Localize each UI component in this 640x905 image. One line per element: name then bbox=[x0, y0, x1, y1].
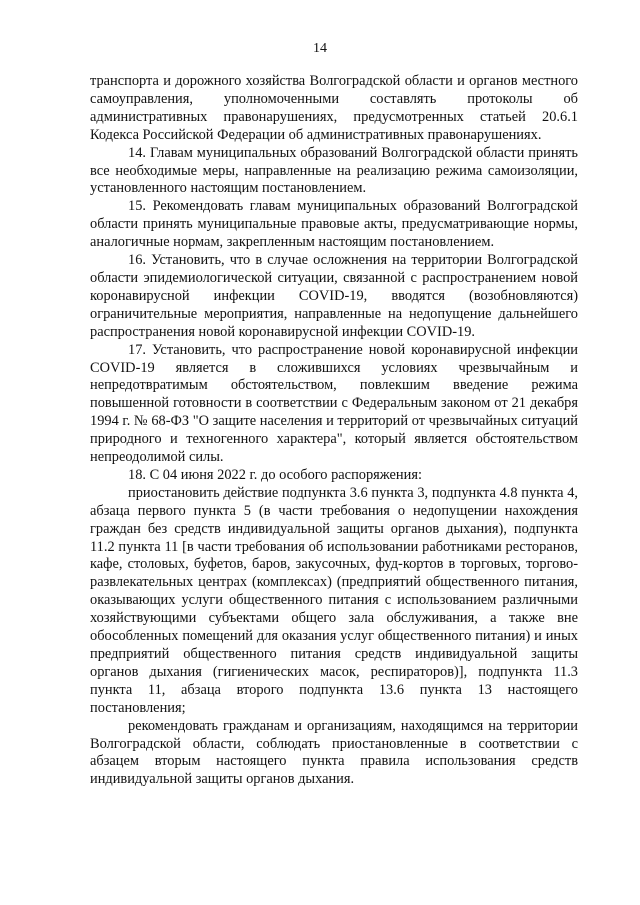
paragraph-18: 18. С 04 июня 2022 г. до особого распоряжения: bbox=[128, 466, 422, 483]
paragraph-14: 14. Главам муниципальных образований Волгоградской области принять все необходимые меры, направленные на реализацию режима самоизоляции, установленного настоящим постановлением. bbox=[90, 144, 578, 197]
document-body bbox=[90, 73, 578, 789]
paragraph-15: 15. Рекомендовать главам муниципальных образований Волгоградской области принять муниципальные правовые акты, предусматривающие нормы, аналогичные нормам, закрепленным настоящим постановлением. bbox=[90, 198, 578, 251]
paragraph-16: 16. Установить, что в случае осложнения на территории Волгоградской области эпидемиологической ситуации, связанной с распространением новой коронавирусной инфекции COVID-19, вводятся (возобновляются) ограничительные мероприятия, направленные на недопущение дальнейшего распространения новой коронавирусной инфекции COVID-19. bbox=[90, 252, 578, 340]
paragraph-18-recommend: рекомендовать гражданам и организациям, находящимся на территории Волгоградской области, соблюдать приостановленные в соответствии с абзацем вторым настоящего пункта правила использования средств индивидуальной защиты органов дыхания. bbox=[90, 717, 578, 788]
paragraph-continuation: транспорта и дорожного хозяйства Волгоградской области и органов местного самоуправления, уполномоченными составлять протоколы об административных правонарушениях, предусмотренных статьей 20.6.1 Кодекса Российской Федерации об административных правонарушениях. bbox=[90, 73, 578, 143]
page-number: 14 bbox=[313, 41, 327, 56]
paragraph-18-suspend: приостановить действие подпункта 3.6 пункта 3, подпункта 4.8 пункта 4, абзаца первого пункта 5 (в части требования о недопущении нахождения граждан без средств индивидуальной защиты органов дыхания), подпункта 11.2 пункта 11 [в части требования об использовании работниками ресторанов, кафе, столовых, буфетов, баров, закусочных, фуд-кортов в торговых, торгово-развлекательных центрах (комплексах) (предприятий общественного питания, оказывающих услуги общественного питания с использованием различными хозяйствующими субъектами общего зала обслуживания, а также вне обособленных помещений для оказания услуг общественного питания) и иных предприятий общественного питания средств индивидуальной защиты органов дыхания (гигиенических масок, респираторов)], подпункта 11.3 пункта 11, абзаца второго подпункта 13.6 пункта 13 настоящего постановления; bbox=[90, 484, 578, 716]
paragraph-17: 17. Установить, что распространение новой коронавирусной инфекции COVID-19 является в сложившихся условиях чрезвычайным и непредотвратимым обстоятельством, повлекшим введение режима повышенной готовности в соответствии с Федеральным законом от 21 декабря 1994 г. № 68-ФЗ "О защите населения и территорий от чрезвычайных ситуаций природного и техногенного характера", который является обстоятельством непреодолимой силы. bbox=[90, 341, 578, 466]
